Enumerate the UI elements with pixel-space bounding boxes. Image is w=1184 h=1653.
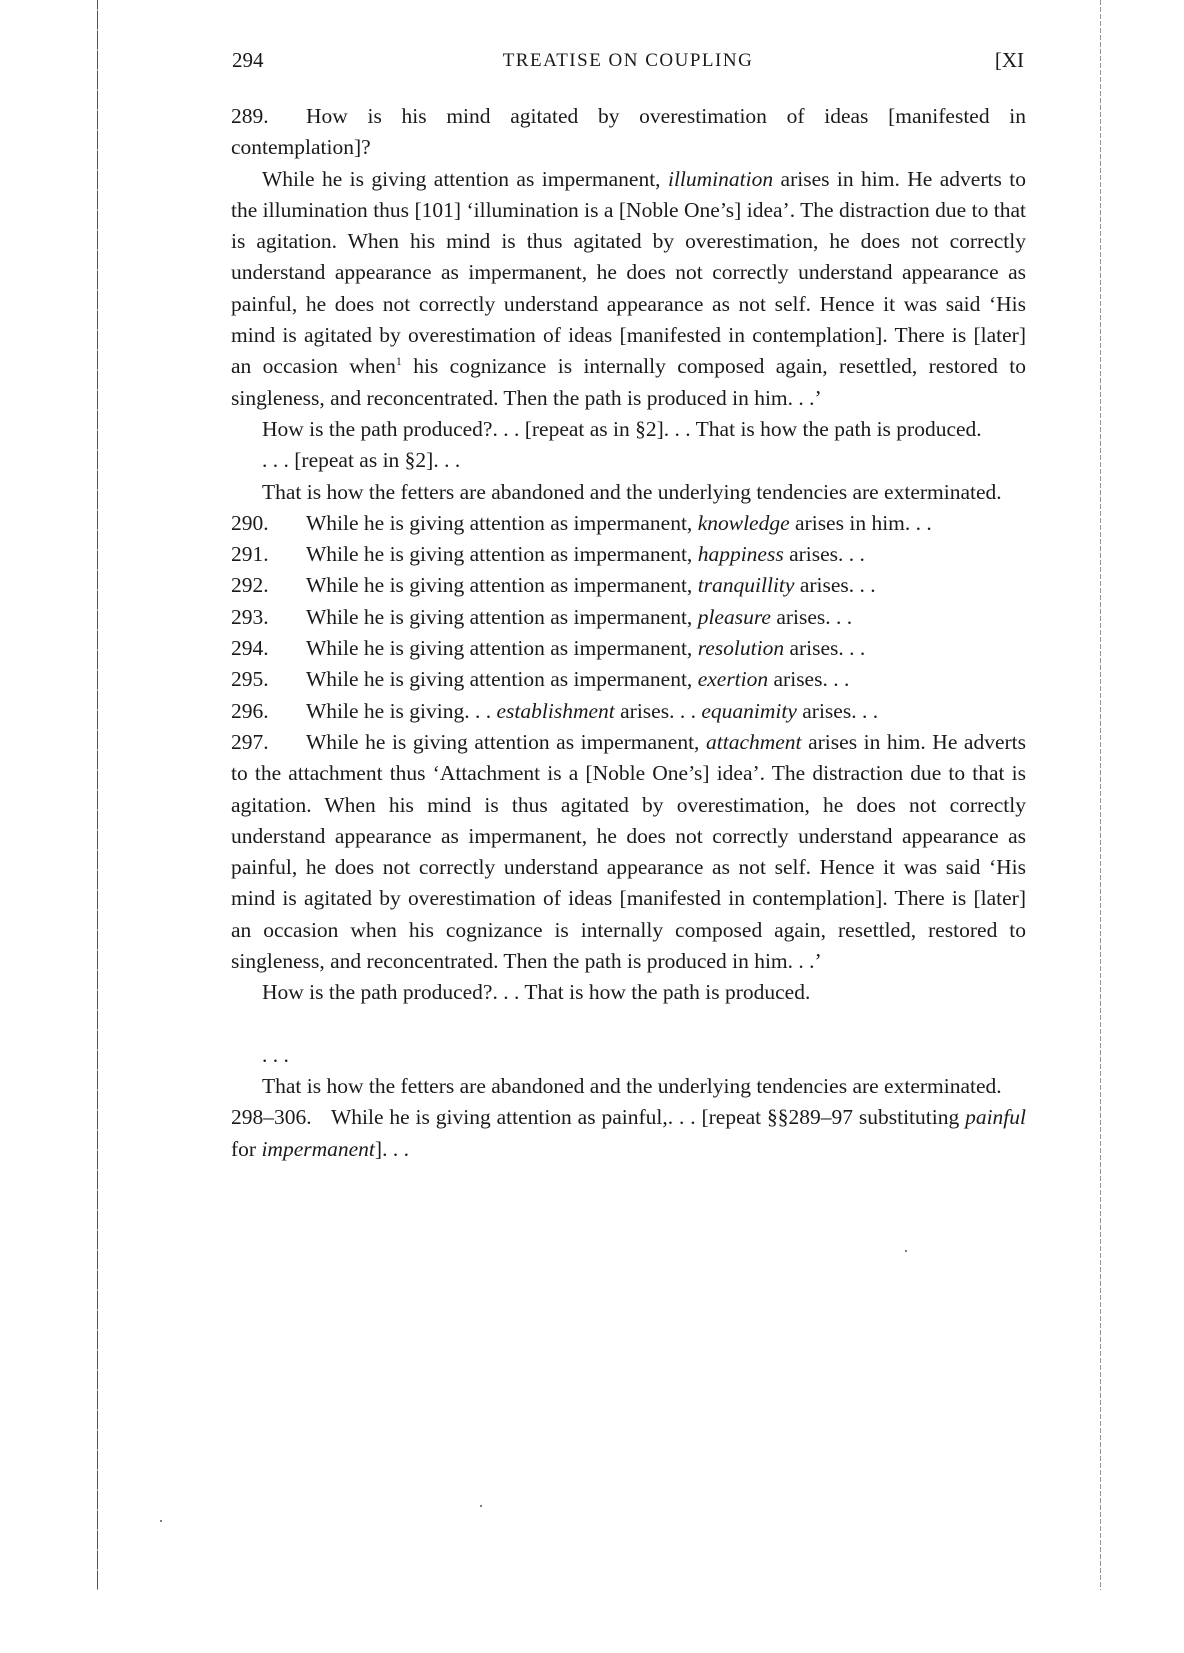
paragraph-text	[306, 542, 865, 566]
footnote-marker: 1	[395, 354, 402, 369]
text-run: While he is giving attention as impermanent,	[306, 510, 698, 535]
page-body	[231, 101, 1026, 1165]
paragraph-289-repeat: . . . [repeat as in §2]. . .	[262, 448, 461, 473]
page-number: 294	[232, 48, 264, 72]
paragraph-text	[306, 605, 852, 629]
paragraph-292	[231, 570, 1026, 601]
text-run: arises. . .	[614, 698, 702, 723]
text-run: While he is giving. . .	[306, 698, 497, 723]
scan-edge-right	[1100, 0, 1101, 1590]
paragraph-number: 297.	[231, 729, 269, 754]
paragraph-number: 291.	[231, 542, 269, 567]
paragraph-289-body	[231, 164, 1026, 414]
emphasized-term: exertion	[697, 667, 769, 692]
paragraph-296	[231, 696, 1026, 727]
chapter-mark: [XI	[994, 48, 1024, 72]
text-run: arises in him. He adverts to the attachment thus ‘Attachment is a [Noble One’s] idea’. The distraction due to that is agitation. When his mind is thus agitated by overestimation, he does not correctly understand appearance as impermanent, he does not correctly understand appearance as painful, he does not correctly understand appearance as not self. Hence it was said ‘His mind is agitated by overestimation of ideas [manifested in contemplation]. There is [later] an occasion when his cognizance is internally composed again, resettled, restored to singleness, and reconcentrated. Then the path is produced in him. . .’	[231, 729, 1027, 974]
paragraph-text	[306, 699, 878, 723]
paragraph-297-fetters: That is how the fetters are abandoned and the underlying tendencies are exterminated.	[262, 1073, 1002, 1098]
text-run: While he is giving attention as impermanent,	[306, 729, 706, 754]
text-run: While he is giving attention as impermanent,	[306, 636, 698, 661]
emphasized-term: pleasure	[697, 604, 771, 629]
paragraph-293	[231, 602, 1026, 633]
emphasized-term: knowledge	[697, 510, 790, 535]
text-run: arises in him. He adverts to the illumination thus [101] ‘illumination is a [Noble One’s] idea’. The distraction due to that is agitation. When his mind is thus agitated by overestimation, he does not correctly understand appearance as impermanent, he does not correctly understand appearance as painful, he does not correctly understand appearance as not self. Hence it was said ‘His mind is agitated by overestimation of ideas [manifested in contemplation]. There is [later] an occasion when	[231, 166, 1026, 379]
paragraph-number: 293.	[231, 604, 269, 629]
paragraph-text	[231, 1105, 1026, 1160]
text-run: arises. . .	[768, 667, 850, 692]
page-header	[232, 48, 1024, 78]
paragraph-294	[231, 633, 1026, 664]
paragraph-295	[231, 664, 1026, 695]
paragraph-289-path: How is the path produced?. . . [repeat as in §2]. . . That is how the path is produced.	[262, 416, 982, 441]
paragraph-number: 290.	[231, 510, 269, 535]
paragraph-text	[231, 730, 1026, 973]
text-run: arises. . .	[783, 542, 865, 567]
emphasized-term: impermanent	[261, 1136, 375, 1161]
emphasized-term: attachment	[706, 729, 802, 754]
text-run: arises in him. . .	[789, 510, 932, 535]
emphasized-term: happiness	[697, 542, 784, 567]
paragraph-text	[306, 636, 865, 660]
text-run: While he is giving attention as impermanent,	[306, 604, 698, 629]
paragraph-number: 296.	[231, 698, 269, 723]
emphasized-term: equanimity	[701, 698, 797, 723]
text-run: While he is giving attention as impermanent,	[306, 667, 698, 692]
emphasized-term: establishment	[496, 698, 615, 723]
paragraph-289-question	[231, 101, 1026, 164]
scan-edge-left	[97, 0, 98, 1590]
paragraph-298-306	[231, 1102, 1026, 1165]
scan-speck	[905, 1250, 907, 1252]
paragraph-number: 298–306.	[231, 1105, 312, 1130]
text-run: arises. . .	[796, 698, 879, 723]
emphasized-term: illumination	[667, 166, 774, 191]
text-run: While he is giving attention as painful,. . . [repeat §§289–97 substituting	[331, 1105, 966, 1130]
paragraph-number: 294.	[231, 636, 269, 661]
text-run: ]. . .	[374, 1136, 409, 1161]
emphasized-term: resolution	[697, 636, 785, 661]
scan-speck	[160, 1520, 162, 1522]
paragraph-text	[306, 573, 876, 597]
text-run: arises. . .	[784, 636, 866, 661]
text-run: his cognizance is internally composed again, resettled, restored to singleness, and reconcentrated. Then the path is produced in him. . .’	[231, 354, 1026, 410]
text-run: While he is giving attention as impermanent,	[306, 573, 698, 598]
text-run: While he is giving attention as impermanent,	[306, 542, 698, 567]
running-title: TREATISE ON COUPLING	[502, 50, 754, 71]
scan-speck	[480, 1505, 482, 1507]
paragraph-297-ellipsis: . . .	[262, 1042, 289, 1067]
paragraph-number: 289.	[231, 104, 269, 128]
paragraph-290	[231, 508, 1026, 539]
paragraph-text	[306, 667, 849, 691]
paragraph-297-path: How is the path produced?. . . That is how the path is produced.	[262, 980, 811, 1005]
emphasized-term: painful	[965, 1105, 1026, 1130]
text-run: arises. . .	[770, 604, 853, 629]
paragraph-number: 292.	[231, 573, 269, 598]
paragraph-text	[306, 511, 932, 535]
paragraph-289-fetters: That is how the fetters are abandoned and the underlying tendencies are exterminated.	[262, 479, 1002, 504]
paragraph-297	[231, 727, 1026, 977]
paragraph-text: How is his mind agitated by overestimation of ideas [manifested in contemplation]?	[231, 104, 1026, 160]
emphasized-term: tranquillity	[697, 573, 795, 598]
text-run: While he is giving attention as impermanent,	[262, 166, 668, 191]
paragraph-number: 295.	[231, 667, 269, 692]
text-run: arises. . .	[794, 573, 876, 598]
text-run: for	[231, 1136, 262, 1161]
paragraph-291	[231, 539, 1026, 570]
